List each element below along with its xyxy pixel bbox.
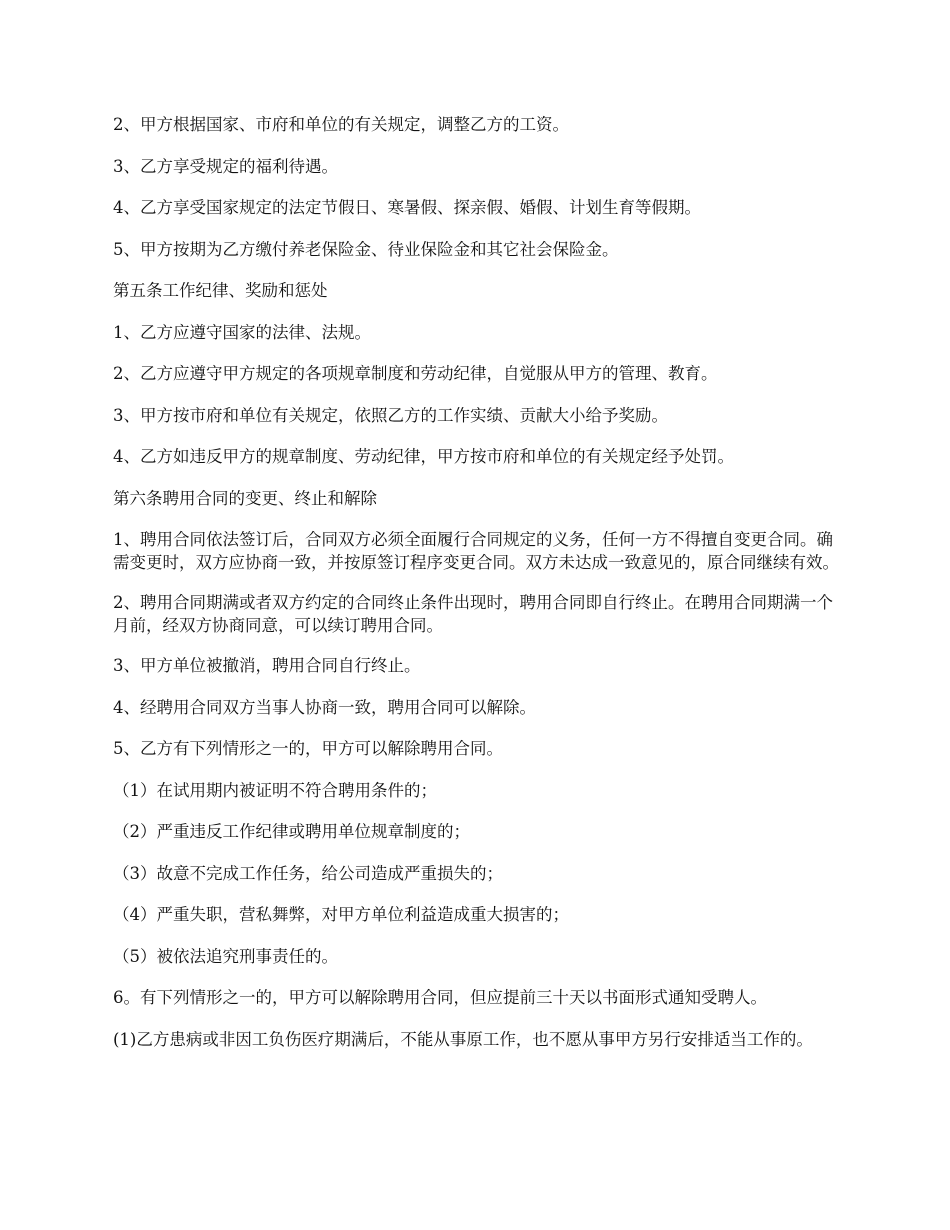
list-item-illness: (1)乙方患病或非因工负伤医疗期满后，不能从事原工作，也不愿从事甲方另行安排适当工作的。 [113,1029,813,1049]
paragraph-holidays: 4、乙方享受国家规定的法定节假日、寒暑假、探亲假、婚假、计划生育等假期。 [113,198,701,217]
section-heading-article-6: 第六条聘用合同的变更、终止和解除 [113,488,377,508]
paragraph-obey-law: 1、乙方应遵守国家的法律、法规。 [113,322,371,342]
paragraph-unit-revoked: 3、甲方单位被撤消，聘用合同自行终止。 [113,656,421,675]
list-item-discipline-violation: （2）严重违反工作纪律或聘用单位规章制度的； [113,822,470,841]
list-item-probation: （1）在试用期内被证明不符合聘用条件的； [113,780,437,800]
paragraph-insurance: 5、甲方按期为乙方缴付养老保险金、待业保险金和其它社会保险金。 [113,239,619,259]
paragraph-welfare: 3、乙方享受规定的福利待遇。 [113,156,338,176]
list-item-task-failure: （3）故意不完成工作任务，给公司造成严重损失的； [113,863,503,883]
list-item-criminal-liability: （5）被依法追究刑事责任的。 [113,946,338,966]
section-heading-article-5: 第五条工作纪律、奖励和惩处 [113,281,328,300]
paragraph-obey-rules: 2、乙方应遵守甲方规定的各项规章制度和劳动纪律，自觉服从甲方的管理、教育。 [113,364,718,383]
paragraph-mutual-termination: 4、经聘用合同双方当事人协商一致，聘用合同可以解除。 [113,697,536,717]
paragraph-contract-changes: 1、聘用合同依法签订后，合同双方必须全面履行合同规定的义务，任何一方不得擅自变更合同。确需变更时，双方应协商一致，并按原签订程序变更合同。双方未达成一致意见的，原合同继续有效。 [113,530,839,572]
paragraph-contract-expiry: 2、聘用合同期满或者双方约定的合同终止条件出现时，聘用合同即自行终止。在聘用合同期满一个月前，经双方协商同意，可以续订聘用合同。 [113,593,833,635]
list-item-malpractice: （4）严重失职，营私舞弊，对甲方单位利益造成重大损害的； [113,905,569,924]
paragraph-termination-conditions: 5、乙方有下列情形之一的，甲方可以解除聘用合同。 [113,739,503,758]
document-body [113,113,843,1069]
paragraph-wage-adjustment: 2、甲方根据国家、市府和单位的有关规定，调整乙方的工资。 [113,115,569,134]
paragraph-penalties: 4、乙方如违反甲方的规章制度、劳动纪律，甲方按市府和单位的有关规定经予处罚。 [113,447,734,466]
paragraph-notice-termination: 6。有下列情形之一的，甲方可以解除聘用合同，但应提前三十天以书面形式通知受聘人。 [113,988,767,1007]
paragraph-rewards: 3、甲方按市府和单位有关规定，依照乙方的工作实绩、贡献大小给予奖励。 [113,405,668,425]
